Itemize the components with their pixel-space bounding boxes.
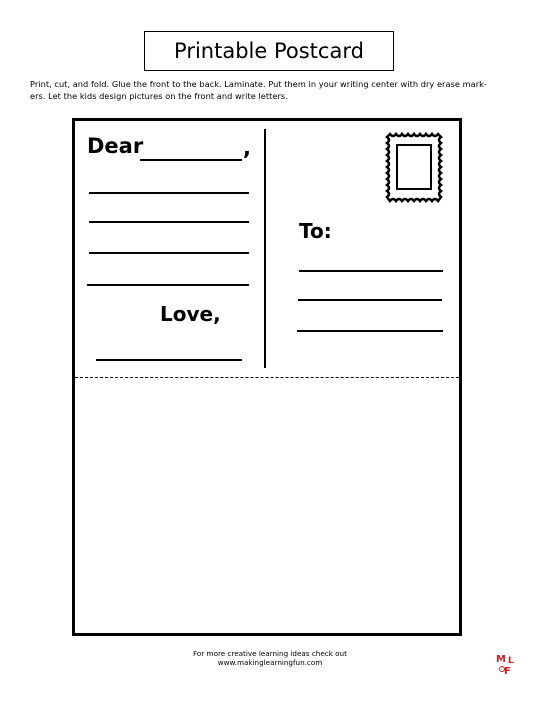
fold-line — [75, 377, 459, 378]
closing-label: Love, — [160, 302, 221, 326]
letter-writing-line — [89, 252, 249, 254]
letter-writing-line — [87, 284, 249, 286]
letter-writing-line — [89, 221, 249, 223]
instructions-text — [30, 78, 518, 102]
greeting-name-line — [140, 159, 242, 161]
svg-text:M: M — [496, 654, 506, 665]
letter-writing-line — [89, 192, 249, 194]
instructions-line-2: ers. Let the kids design pictures on the front and write letters. — [30, 91, 288, 101]
signature-line — [96, 359, 242, 361]
to-label: To: — [299, 219, 332, 243]
greeting-comma: , — [243, 136, 251, 160]
svg-text:L: L — [508, 656, 514, 666]
footer-credit — [140, 649, 400, 667]
footer-line-1: For more creative learning ideas check out — [193, 649, 347, 658]
address-line — [298, 299, 442, 301]
postcard-center-divider — [264, 129, 266, 368]
footer-url: www.makinglearningfun.com — [217, 658, 323, 667]
page-title: Printable Postcard — [144, 31, 394, 71]
instructions-line-1: Print, cut, and fold. Glue the front to the back. Laminate. Put them in your writing center with dry erase mark- — [30, 79, 487, 89]
address-line — [299, 270, 443, 272]
svg-text:F: F — [504, 666, 511, 676]
address-line — [297, 330, 443, 332]
mlf-logo-icon — [495, 652, 521, 676]
postage-stamp-icon — [384, 131, 446, 205]
greeting-label: Dear — [87, 134, 144, 158]
